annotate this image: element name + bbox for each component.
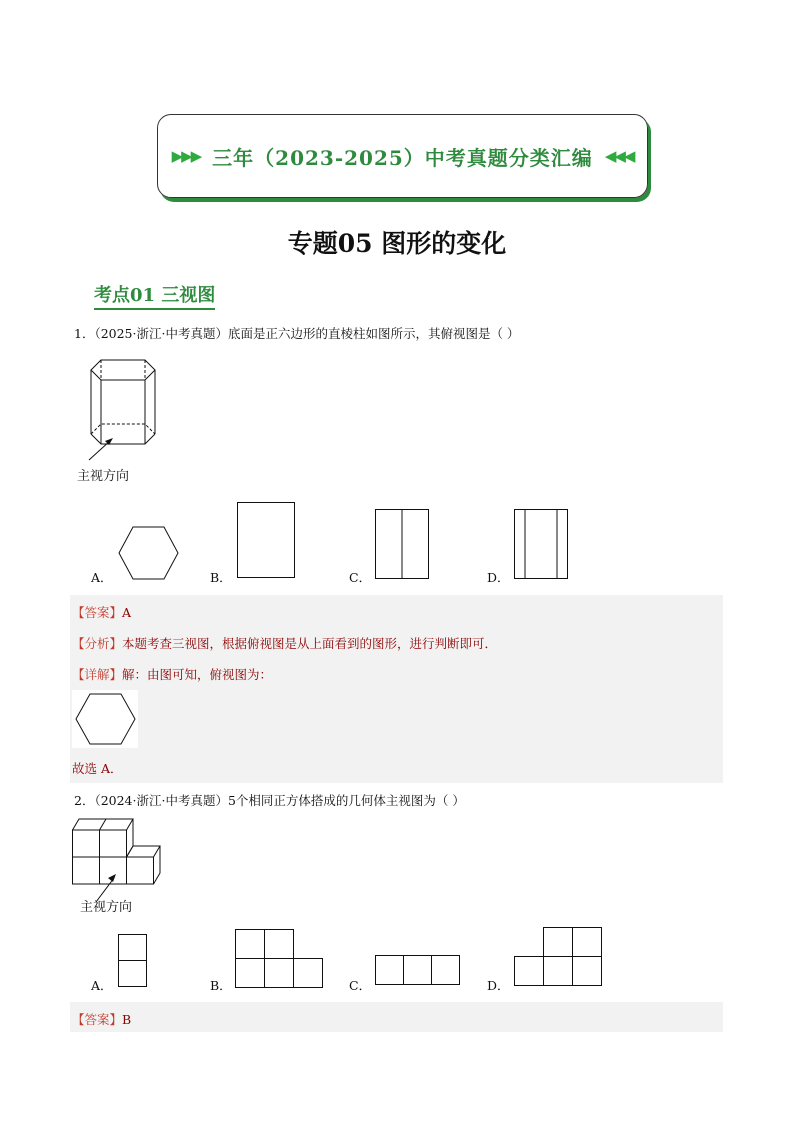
q1-option-b-label: B． xyxy=(210,570,232,585)
q1-option-d-label: D． xyxy=(487,570,510,585)
q1-detail-text: 解：由图可知，俯视图为： xyxy=(122,667,273,682)
q1-answer-line xyxy=(72,603,131,621)
answer-tag: 【答案】 xyxy=(72,605,123,620)
q2-option-b-figure xyxy=(235,929,325,989)
q1-option-c-label: C． xyxy=(349,570,372,585)
cube-stack-figure xyxy=(72,816,164,896)
page-title: 专题05 图形的变化 xyxy=(287,229,507,258)
q2-option-a-label: A． xyxy=(91,978,113,993)
q2-answer-panel xyxy=(70,1002,723,1032)
q2-option-a-figure xyxy=(118,934,148,988)
q1-view-direction-label: 主视方向 xyxy=(77,469,130,484)
q1-option-b-rectangle xyxy=(237,502,295,578)
q1-option-d-rectangle xyxy=(514,509,568,579)
q2-option-d-figure xyxy=(514,927,606,989)
header-banner xyxy=(157,114,648,198)
detail-tag: 【详解】 xyxy=(72,667,123,682)
banner-content xyxy=(172,142,634,171)
q1-analysis-text: 本题考查三视图，根据俯视图是从上面看到的图形，进行判断即可． xyxy=(122,636,498,651)
left-arrows-icon: ▶▶▶ xyxy=(171,147,201,165)
q1-option-a-label: A． xyxy=(91,570,113,585)
q1-answer-value: A xyxy=(122,605,132,620)
analysis-tag: 【分析】 xyxy=(72,636,123,651)
question-1-stem: 1．（2025·浙江·中考真题）底面是正六边形的直棱柱如图所示，其俯视图是（ ） xyxy=(74,326,520,341)
question-2-stem: 2．（2024·浙江·中考真题）5个相同正方体搭成的几何体主视图为（ ） xyxy=(74,793,465,808)
q1-answer-panel xyxy=(70,595,723,783)
hexagonal-prism-figure xyxy=(75,352,175,462)
banner-title: 三年（2023-2025）中考真题分类汇编 xyxy=(212,145,593,170)
q2-option-d-label: D． xyxy=(487,978,510,993)
answer-tag: 【答案】 xyxy=(72,1012,123,1027)
right-arrows-icon: ◀◀◀ xyxy=(604,147,634,165)
q1-analysis-line xyxy=(72,634,497,652)
q1-detail-line xyxy=(72,665,272,683)
q1-option-a-hexagon xyxy=(118,526,180,580)
q1-detail-hexagon xyxy=(75,693,137,747)
section-heading: 考点01 三视图 xyxy=(94,281,215,310)
q2-option-c-label: C． xyxy=(349,978,372,993)
q2-answer-value: B xyxy=(122,1012,132,1027)
q2-option-c-figure xyxy=(375,955,463,987)
q2-view-direction-label: 主视方向 xyxy=(80,900,133,915)
q1-option-c-rectangle xyxy=(375,509,429,579)
q1-conclusion: 故选 A． xyxy=(72,761,123,776)
q2-option-b-label: B． xyxy=(210,978,232,993)
q2-answer-line xyxy=(72,1010,131,1028)
